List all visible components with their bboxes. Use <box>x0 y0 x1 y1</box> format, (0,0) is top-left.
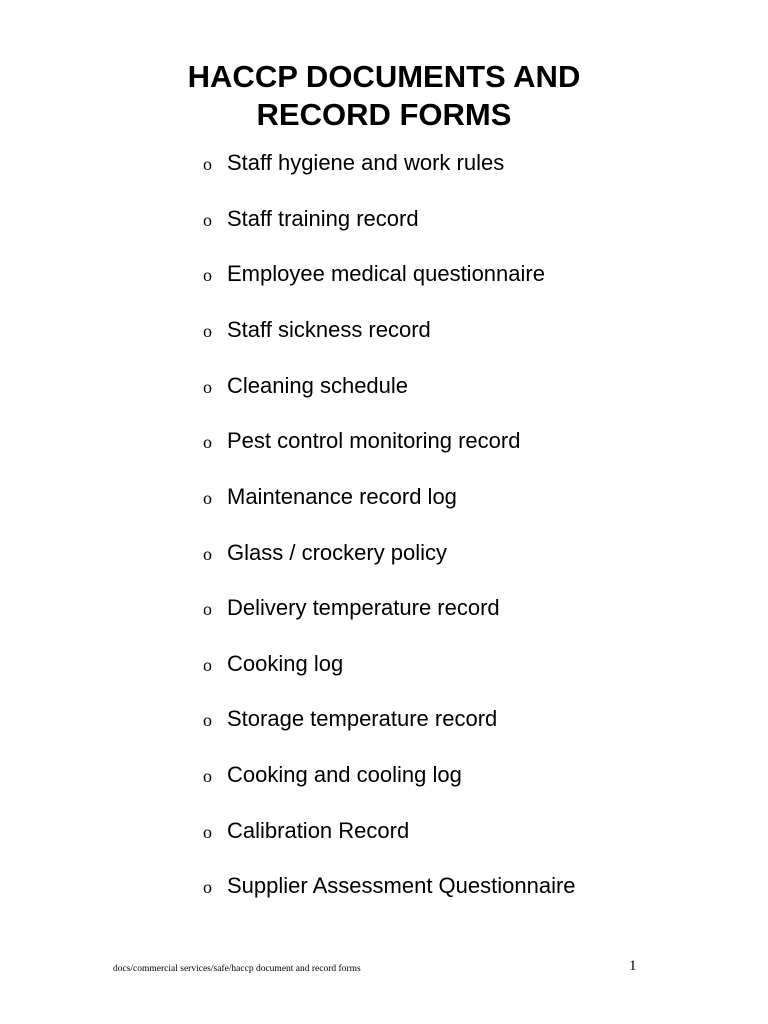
list-item-label: Maintenance record log <box>227 484 457 509</box>
list-item <box>203 206 419 236</box>
list-item <box>203 762 462 792</box>
bullet-icon: o <box>203 766 212 786</box>
list-item <box>203 651 343 681</box>
list-item <box>203 428 520 458</box>
list-item-label: Staff training record <box>227 206 419 231</box>
bullet-icon: o <box>203 432 212 452</box>
list-item-label: Employee medical questionnaire <box>227 261 545 286</box>
bullet-icon: o <box>203 210 212 230</box>
list-item <box>203 261 545 291</box>
list-item-label: Supplier Assessment Questionnaire <box>227 873 576 898</box>
title-line-1: HACCP DOCUMENTS AND <box>187 59 581 94</box>
list-item <box>203 484 457 514</box>
list-item-label: Glass / crockery policy <box>227 540 448 565</box>
list-item <box>203 873 576 903</box>
list-item <box>203 317 431 347</box>
bullet-icon: o <box>203 154 212 174</box>
list-item-label: Pest control monitoring record <box>227 428 521 453</box>
list-item <box>203 818 409 848</box>
list-item-label: Cleaning schedule <box>227 373 409 398</box>
bullet-icon: o <box>203 265 212 285</box>
list-item-label: Staff sickness record <box>227 317 431 342</box>
list-item-label: Cooking and cooling log <box>227 762 462 787</box>
bullet-icon: o <box>203 544 212 564</box>
list-item <box>203 706 497 736</box>
footer-file-path: docs/commercial services/safe/haccp document and record forms <box>113 964 361 974</box>
list-item-label: Calibration Record <box>227 818 410 843</box>
bullet-icon: o <box>203 488 212 508</box>
list-item-label: Staff hygiene and work rules <box>227 150 505 175</box>
list-item-label: Storage temperature record <box>227 706 498 731</box>
page-number: 1 <box>629 958 637 974</box>
bullet-icon: o <box>203 822 212 842</box>
title-line-2: RECORD FORMS <box>256 97 512 132</box>
list-item <box>203 540 447 570</box>
list-item <box>203 595 500 625</box>
bullet-icon: o <box>203 599 212 619</box>
bullet-icon: o <box>203 710 212 730</box>
list-item <box>203 150 504 180</box>
list-item-label: Cooking log <box>227 651 344 676</box>
bullet-icon: o <box>203 377 212 397</box>
list-item <box>203 373 408 403</box>
bullet-icon: o <box>203 655 212 675</box>
list-item-label: Delivery temperature record <box>227 595 500 620</box>
bullet-icon: o <box>203 321 212 341</box>
bullet-icon: o <box>203 877 212 897</box>
